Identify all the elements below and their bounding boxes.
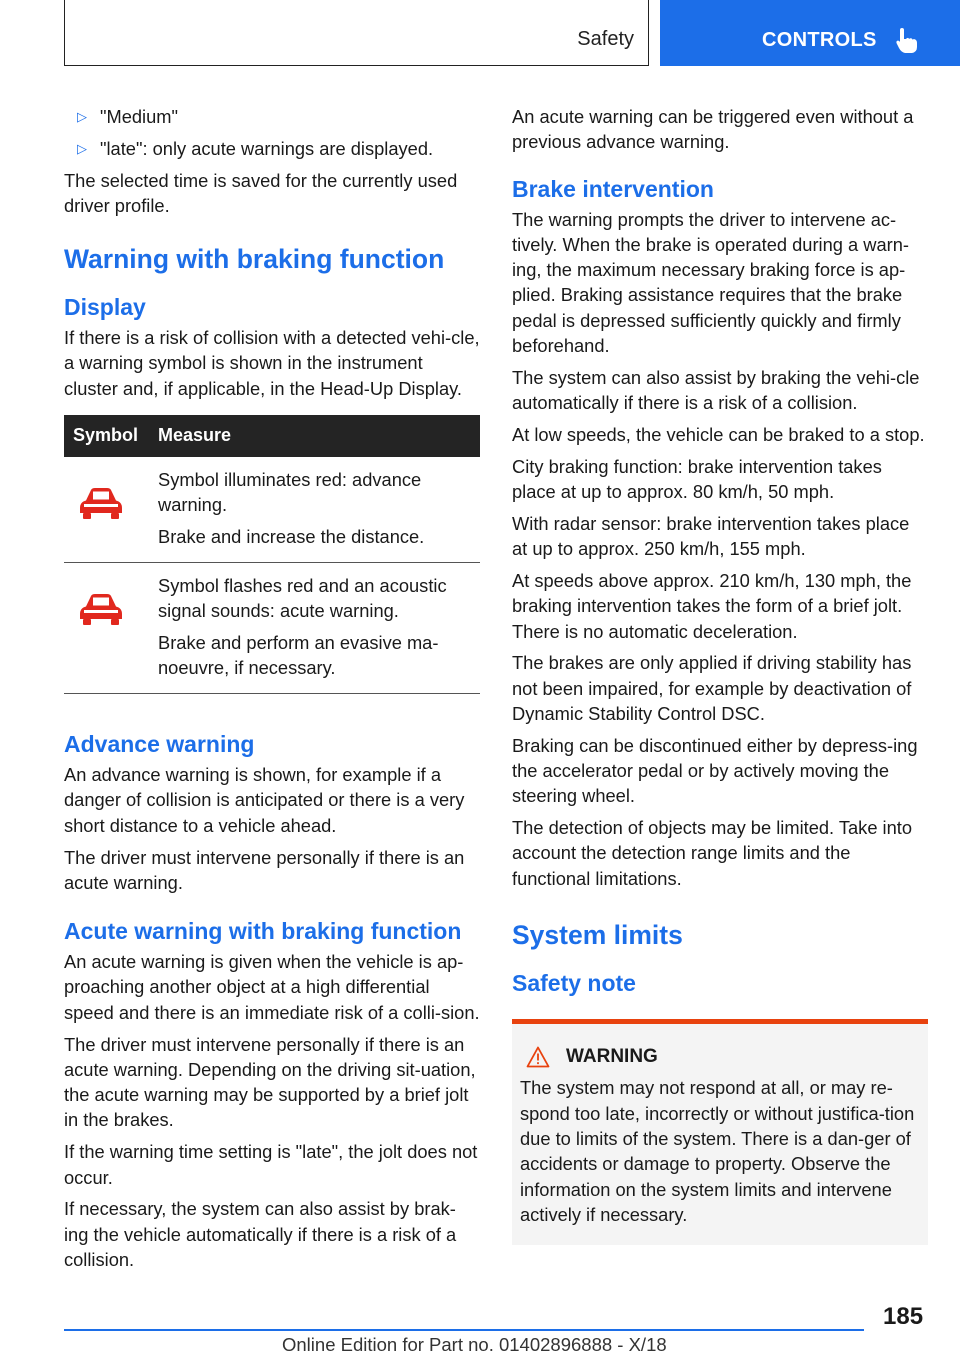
table-row — [64, 562, 480, 693]
warning-box — [512, 1019, 928, 1245]
triangle-bullet-icon: ▷ — [77, 140, 87, 156]
paragraph: The warning prompts the driver to intervene ac‐tively. When the brake is operated during a warn‐ing, the maximum necessary braking force is ap‐plied. Braking assistance requires that the brake pedal is depressed sufficiently quickly and firmly beforehand. — [512, 208, 909, 357]
heading-warning-braking: Warning with braking function — [64, 244, 445, 275]
red-car-flashing-icon — [76, 593, 126, 627]
heading-safety-note: Safety note — [512, 970, 636, 997]
paragraph: If the warning time setting is "late", the jolt does not occur. — [64, 1141, 478, 1188]
left-column — [64, 104, 480, 1279]
paragraph: The brakes are only applied if driving stability has not been impaired, for example by deactivation of Dynamic Stability Control DSC. — [512, 652, 912, 724]
chapter-tab[interactable] — [660, 0, 960, 66]
footer-edition: Online Edition for Part no. 01402896888 - X/18 — [282, 1334, 667, 1355]
warning-title: WARNING — [566, 1046, 658, 1068]
heading-system-limits: System limits — [512, 920, 683, 951]
symbol-table — [64, 415, 480, 694]
paragraph: With radar sensor: brake intervention takes place at up to approx. 250 km/h, 155 mph. — [512, 512, 910, 560]
paragraph: At speeds above approx. 210 km/h, 130 mph, the braking intervention takes the form of a brief jolt. There is no automatic deceleration. — [512, 569, 912, 642]
right-column — [512, 104, 928, 1245]
paragraph: An advance warning is shown, for example if a danger of collision is anticipated or there is a very short distance to a vehicle ahead. — [64, 764, 465, 836]
chapter-title: CONTROLS — [762, 29, 877, 51]
paragraph: The system can also assist by braking the vehi‐cle automatically if there is a risk of a collision. — [512, 366, 920, 414]
paragraph: The driver must intervene personally if there is an acute warning. — [64, 846, 465, 893]
pointing-hand-icon — [896, 28, 918, 54]
table-header-symbol: Symbol — [64, 415, 148, 457]
section-title: Safety — [577, 28, 634, 50]
measure-text: Symbol flashes red and an acoustic signal sounds: acute warning. — [158, 574, 447, 622]
heading-advance-warning: Advance warning — [64, 731, 255, 758]
warning-body: The system may not respond at all, or may re‐spond too late, incorrectly or without justifica‐tion due to limits of the system. There is a dan‐ger of accidents or damage to property. Observe the information on the system limits and intervene actively if necessary. — [520, 1077, 915, 1225]
warning-triangle-icon — [526, 1046, 550, 1068]
paragraph: The driver must intervene personally if there is an acute warning. Depending on the driving sit‐uation, the acute warning may be supported by a brief jolt in the brakes. — [64, 1033, 476, 1131]
page-number: 185 — [883, 1303, 924, 1330]
paragraph: The selected time is saved for the currently used driver profile. — [64, 169, 458, 216]
header-section-box — [64, 0, 649, 66]
paragraph: Braking can be discontinued either by depress‐ing the accelerator pedal or by actively moving the steering wheel. — [512, 734, 918, 807]
measure-text: Symbol illuminates red: advance warning. — [158, 469, 422, 516]
paragraph: City braking function: brake intervention takes place at up to approx. 80 km/h, 50 mph. — [512, 455, 882, 503]
heading-acute-warning: Acute warning with braking function — [64, 918, 462, 945]
heading-display: Display — [64, 294, 146, 321]
red-car-warning-icon — [76, 487, 126, 521]
measure-text: Brake and increase the distance. — [158, 525, 425, 547]
measure-text: Brake and perform an evasive ma‐noeuvre, if necessary. — [158, 631, 439, 678]
list-item: ▷ "late": only acute warnings are displayed. — [64, 136, 480, 161]
triangle-bullet-icon: ▷ — [77, 109, 87, 124]
table-header-measure: Measure — [148, 415, 480, 457]
paragraph: If necessary, the system can also assist by brak‐ing the vehicle automatically if there is a risk of a collision. — [64, 1198, 457, 1270]
paragraph: An acute warning is given when the vehicle is ap‐proaching another object at a high differential speed and there is an immediate risk of a colli‐sion. — [64, 951, 480, 1023]
paragraph: At low speeds, the vehicle can be braked to a stop. — [512, 423, 925, 445]
paragraph: If there is a risk of collision with a detected vehi‐cle, a warning symbol is shown in the instrument cluster and, if applicable, in the Head-Up Display. — [64, 327, 480, 399]
heading-brake-intervention: Brake intervention — [512, 175, 714, 202]
footer-divider — [64, 1329, 864, 1331]
paragraph: The detection of objects may be limited. Take into account the detection range limits and the functional limitations. — [512, 817, 913, 889]
table-row — [64, 457, 480, 562]
list-item: ▷ "Medium" — [64, 104, 480, 129]
paragraph: An acute warning can be triggered even without a previous advance warning. — [512, 106, 914, 153]
